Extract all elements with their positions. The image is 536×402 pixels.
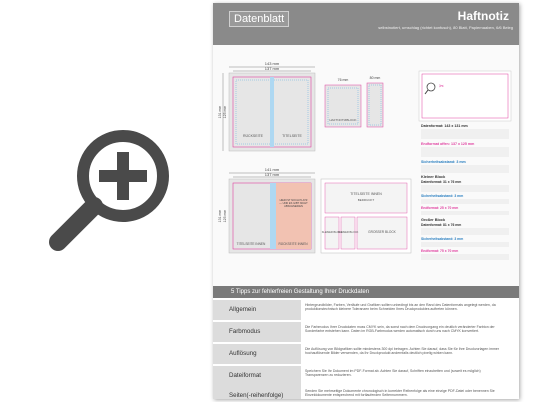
spec-klein-safety: Sicherheitsabstand: 3 mm <box>421 194 464 198</box>
cover-inside-diagram <box>218 167 315 253</box>
block-a-width: 76 mm <box>337 78 349 82</box>
spec-endformat: Endformat offen: 137 x 125 mm <box>421 142 475 146</box>
title-label: TITELSEITE <box>282 134 302 138</box>
spec-klein-data: Datenformat: 31 x 76 mm <box>421 180 462 184</box>
block-label: HAFTNOTIZBLOCK <box>329 118 357 122</box>
tip-row <box>213 344 519 364</box>
bot-left-label: TITELSEITE INNEN <box>236 242 266 246</box>
cover-blocks-diagram <box>321 179 411 253</box>
top-height-outer: 131 mm <box>218 105 222 119</box>
spec-gross-data: Datenformat: 81 x 76 mm <box>421 223 462 227</box>
spec-safety: Sicherheitsabstand: 3 mm <box>421 160 466 164</box>
block-small-1: KLEINER BLOCK <box>321 231 343 234</box>
bot-height-outer: 131 mm <box>218 209 222 223</box>
tip-label: Dateiformat <box>213 366 301 386</box>
tip-text: Die Farbmodus Ihrer Druckdaten muss CMYK sein, da sonst nach dem Druckvorgang ein deutlich veränderter Farbton der Sonderfarbe entstehen kann. Daten im RGB-Farbmodus werden automatisch durch uns nach CMYK konvertiert. <box>305 325 495 334</box>
tip-label: Farbmodus <box>213 322 301 342</box>
product-subtitle: selbstnotiert, umschlag (richtet konfusch), 80 Blatt, Papiernaaben, 6/6 Beleg <box>378 25 513 30</box>
technical-diagram <box>217 49 515 271</box>
datasheet-page <box>213 3 519 399</box>
tip-text: Die Auflösung von Bildgrafiken sollte mindestens 300 dpi betragen. Achten Sie darauf, dass Sie für Ihre Druckvorlagen immer hochauflösende Bilder verwenden, da Ihr Druckprodukt andernfalls deutlich pixelig wirken kann. <box>305 347 499 356</box>
back-label: RÜCKSEITE <box>242 134 264 138</box>
bot-right-top: TITELSEITE INNEN <box>350 192 382 196</box>
tip-label: Auflösung <box>213 344 301 364</box>
spec-klein-end: Endformat: 25 x 70 mm <box>421 206 459 210</box>
product-title: Haftnotiz <box>457 9 509 23</box>
tip-text: Speichern Sie Ihr Dokument im PDF-Format ab. Achten Sie darauf, Schriften einzubetten und (soweit es möglich) Transparenzen zu reduzieren. <box>305 369 481 378</box>
tip-row <box>213 386 519 399</box>
block-diagrams <box>325 76 383 127</box>
top-width-outer: 143 mm <box>264 61 280 66</box>
zoom-in-icon <box>38 122 178 262</box>
tip-label: Seiten(-reihenfolge) <box>213 386 301 399</box>
block-b-width: 80 mm <box>369 76 381 80</box>
datasheet-badge: Datenblatt <box>229 11 289 27</box>
block-large: GROSSER BLOCK <box>368 230 396 234</box>
spec-gross-safety: Sicherheitsabstand: 3 mm <box>421 237 464 241</box>
bot-width-outer: 141 mm <box>264 167 280 172</box>
zoom-in-button[interactable] <box>38 122 178 262</box>
tip-row <box>213 300 519 320</box>
bot-right-top2: BEDRUCKT <box>357 198 375 202</box>
spec-dataformat: Datenformat: 143 x 131 mm <box>421 124 468 128</box>
tip-label: Allgemein <box>213 300 301 320</box>
block-small-2: KLEINER BLOCK <box>337 231 359 234</box>
cover-outside-diagram <box>218 61 315 151</box>
bot-mid-label: RÜCKSEITE INNEN <box>278 242 308 246</box>
tips-header: 5 Tipps zur fehlerfreien Gestaltung Ihrer Druckdaten <box>213 286 519 298</box>
top-height-inner: 125 mm <box>223 105 227 119</box>
sheet-header <box>213 3 519 45</box>
bot-height-inner: 125 mm <box>223 209 227 223</box>
top-width-inner: 137 mm <box>264 66 280 71</box>
spec-gross-end: Endformat: 75 x 70 mm <box>421 249 459 253</box>
scissors-icon: ✂ <box>439 84 445 90</box>
spec-klein-title: Kleiner Block <box>421 175 446 179</box>
tip-row <box>213 366 519 386</box>
tips-section <box>213 286 519 399</box>
tip-row <box>213 322 519 342</box>
tip-text: Senden Sie mehrseitige Dokumente chronologisch in korrekter Reihenfolge als eine einzige PDF-Datei oder benennen Sie Einzeldokumente entsprechend mit fortlaufenden Seitennummern. <box>305 389 495 398</box>
spec-panel <box>419 71 511 260</box>
bot-width-inner: 137 mm <box>264 172 280 177</box>
tip-text: Hintergrundbilder, Farben, Verläufe und Grafiken sollten unbedingt bis an den Rand des Datenformats angelegt werden, da produktionstechnisch kleinere Toleranzen beim Schneiden Ihres Druckproduktes auftreten können. <box>305 303 496 312</box>
bot-mid-note: HIER IST NOCH PLATZ — UND ES GIBT NICHT ABSCHNEIDEN <box>279 199 308 208</box>
spec-gross-title: Großer Block <box>421 218 446 222</box>
